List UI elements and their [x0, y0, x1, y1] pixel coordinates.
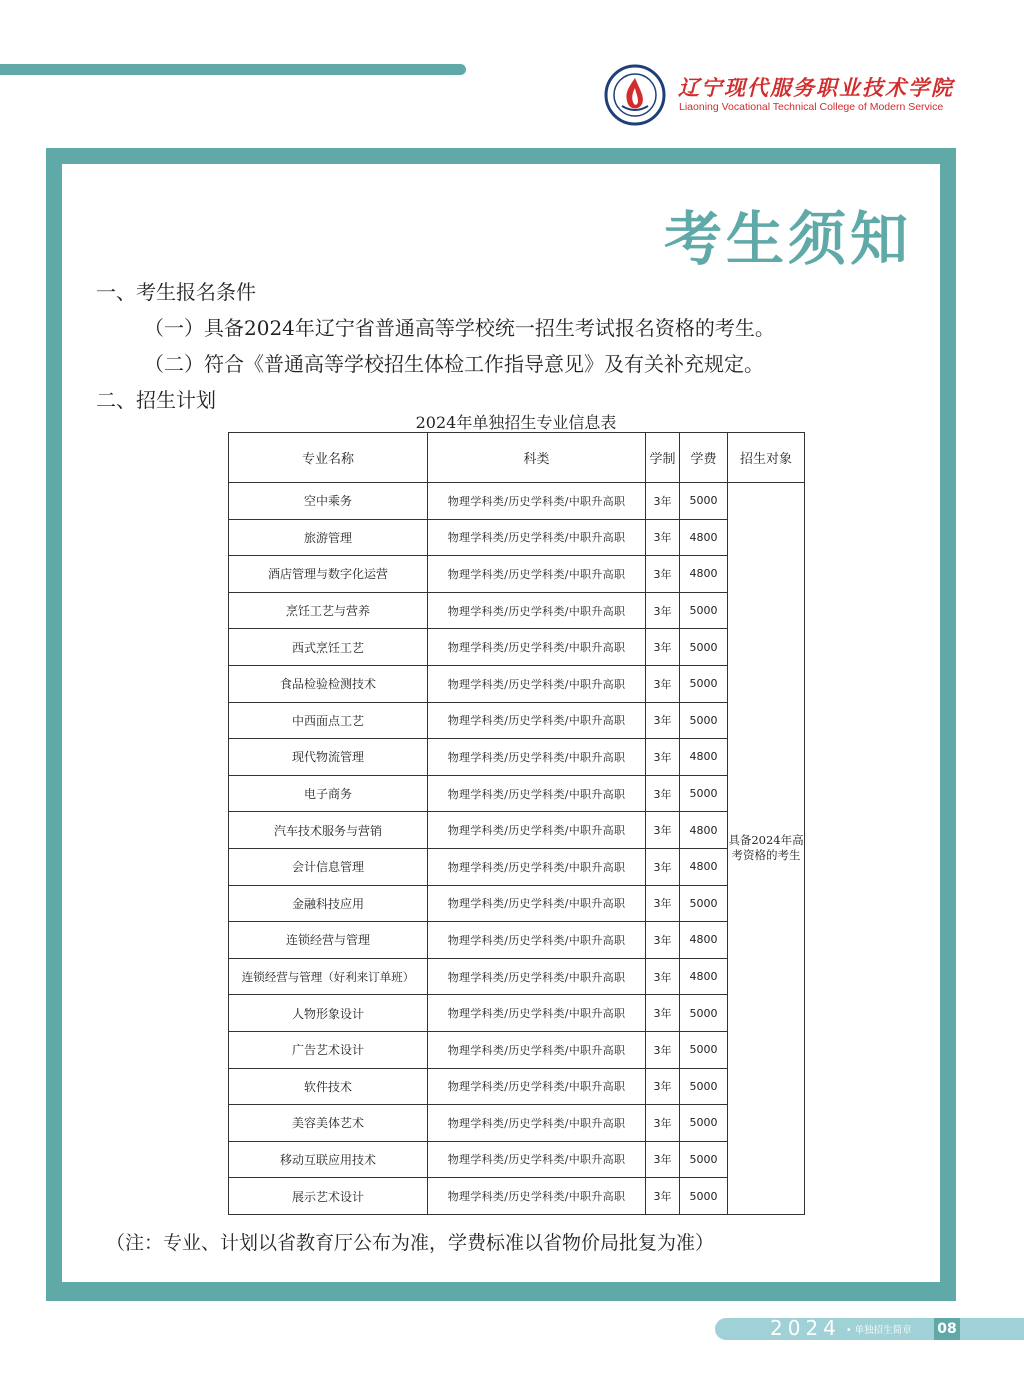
header-fee: 学费 [680, 433, 728, 483]
college-header [604, 64, 1004, 128]
major-name: 食品检验检测技术 [229, 665, 428, 702]
major-fee: 5000 [680, 702, 728, 739]
footnote: （注：专业、计划以省教育厅公布为准，学费标准以省物价局批复为准） [106, 1232, 715, 1254]
table-row [229, 1141, 805, 1178]
major-name: 美容美体艺术 [229, 1105, 428, 1142]
college-name-cn: 辽宁现代服务职业技术学院 [678, 75, 954, 100]
page-title: 考生须知 [663, 205, 912, 273]
major-fee: 4800 [680, 519, 728, 556]
major-category: 物理学科类/历史学科类/中职升高职 [428, 775, 646, 812]
table-row [229, 812, 805, 849]
major-fee: 5000 [680, 1068, 728, 1105]
major-years: 3年 [646, 1105, 680, 1142]
major-name: 软件技术 [229, 1068, 428, 1105]
major-fee: 5000 [680, 885, 728, 922]
major-years: 3年 [646, 739, 680, 776]
major-category: 物理学科类/历史学科类/中职升高职 [428, 1105, 646, 1142]
major-fee: 5000 [680, 995, 728, 1032]
major-years: 3年 [646, 1031, 680, 1068]
major-fee: 5000 [680, 1178, 728, 1215]
major-years: 3年 [646, 629, 680, 666]
top-accent-bar [0, 64, 466, 75]
major-fee: 4800 [680, 958, 728, 995]
major-category: 物理学科类/历史学科类/中职升高职 [428, 885, 646, 922]
major-fee: 4800 [680, 812, 728, 849]
major-category: 物理学科类/历史学科类/中职升高职 [428, 519, 646, 556]
major-category: 物理学科类/历史学科类/中职升高职 [428, 592, 646, 629]
major-years: 3年 [646, 775, 680, 812]
major-category: 物理学科类/历史学科类/中职升高职 [428, 556, 646, 593]
major-fee: 5000 [680, 665, 728, 702]
major-years: 3年 [646, 592, 680, 629]
major-years: 3年 [646, 702, 680, 739]
header-target: 招生对象 [728, 433, 805, 483]
table-caption: 2024年单独招生专业信息表 [415, 413, 617, 432]
major-category: 物理学科类/历史学科类/中职升高职 [428, 629, 646, 666]
table-row [229, 519, 805, 556]
section2-heading: 二、招生计划 [96, 388, 216, 412]
table-row [229, 592, 805, 629]
table-row [229, 885, 805, 922]
table-row [229, 848, 805, 885]
major-category: 物理学科类/历史学科类/中职升高职 [428, 739, 646, 776]
table-row [229, 922, 805, 959]
table-row [229, 556, 805, 593]
major-fee: 5000 [680, 775, 728, 812]
table-row [229, 995, 805, 1032]
major-years: 3年 [646, 812, 680, 849]
major-name: 烹饪工艺与营养 [229, 592, 428, 629]
major-category: 物理学科类/历史学科类/中职升高职 [428, 702, 646, 739]
table-row [229, 958, 805, 995]
section1-item2: （二）符合《普通高等学校招生体检工作指导意见》及有关补充规定。 [144, 352, 764, 376]
major-name: 广告艺术设计 [229, 1031, 428, 1068]
major-category: 物理学科类/历史学科类/中职升高职 [428, 1178, 646, 1215]
major-name: 汽车技术服务与营销 [229, 812, 428, 849]
major-years: 3年 [646, 1178, 680, 1215]
major-years: 3年 [646, 665, 680, 702]
table-row [229, 1068, 805, 1105]
major-category: 物理学科类/历史学科类/中职升高职 [428, 1141, 646, 1178]
major-name: 连锁经营与管理 [229, 922, 428, 959]
major-category: 物理学科类/历史学科类/中职升高职 [428, 1031, 646, 1068]
major-years: 3年 [646, 995, 680, 1032]
college-name-en: Liaoning Vocational Technical College of Modern Service [679, 101, 944, 113]
college-seal-logo [604, 64, 666, 126]
table-row [229, 775, 805, 812]
majors-table [228, 432, 805, 1215]
table-row [229, 629, 805, 666]
section1-heading: 一、考生报名条件 [96, 280, 256, 304]
section1-item1: （一）具备2024年辽宁省普通高等学校统一招生考试报名资格的考生。 [144, 316, 775, 340]
major-years: 3年 [646, 922, 680, 959]
major-category: 物理学科类/历史学科类/中职升高职 [428, 922, 646, 959]
major-name: 现代物流管理 [229, 739, 428, 776]
major-fee: 5000 [680, 1105, 728, 1142]
major-name: 连锁经营与管理（好利来订单班） [229, 958, 428, 995]
major-fee: 5000 [680, 483, 728, 520]
major-fee: 5000 [680, 1031, 728, 1068]
major-name: 移动互联应用技术 [229, 1141, 428, 1178]
table-row [229, 1031, 805, 1068]
major-category: 物理学科类/历史学科类/中职升高职 [428, 483, 646, 520]
major-years: 3年 [646, 556, 680, 593]
major-name: 电子商务 [229, 775, 428, 812]
major-fee: 4800 [680, 556, 728, 593]
major-name: 金融科技应用 [229, 885, 428, 922]
major-name: 会计信息管理 [229, 848, 428, 885]
table-row [229, 665, 805, 702]
page-number: 08 [934, 1318, 960, 1340]
table-row [229, 739, 805, 776]
major-category: 物理学科类/历史学科类/中职升高职 [428, 995, 646, 1032]
major-years: 3年 [646, 885, 680, 922]
major-name: 酒店管理与数字化运营 [229, 556, 428, 593]
major-category: 物理学科类/历史学科类/中职升高职 [428, 665, 646, 702]
major-years: 3年 [646, 1141, 680, 1178]
major-fee: 4800 [680, 922, 728, 959]
major-category: 物理学科类/历史学科类/中职升高职 [428, 812, 646, 849]
major-years: 3年 [646, 1068, 680, 1105]
major-fee: 5000 [680, 629, 728, 666]
content-panel [62, 164, 940, 1282]
major-years: 3年 [646, 958, 680, 995]
major-name: 空中乘务 [229, 483, 428, 520]
major-fee: 5000 [680, 592, 728, 629]
major-fee: 5000 [680, 1141, 728, 1178]
table-row [229, 702, 805, 739]
table-row [229, 1178, 805, 1215]
header-category: 科类 [428, 433, 646, 483]
major-category: 物理学科类/历史学科类/中职升高职 [428, 848, 646, 885]
major-name: 旅游管理 [229, 519, 428, 556]
major-name: 中西面点工艺 [229, 702, 428, 739]
table-header-row [229, 433, 805, 483]
major-category: 物理学科类/历史学科类/中职升高职 [428, 1068, 646, 1105]
table-row [229, 1105, 805, 1142]
major-years: 3年 [646, 483, 680, 520]
major-category: 物理学科类/历史学科类/中职升高职 [428, 958, 646, 995]
target-applicants: 具备2024年高考资格的考生 [728, 483, 805, 1215]
major-fee: 4800 [680, 739, 728, 776]
footer-year: 2024 [770, 1316, 841, 1340]
major-years: 3年 [646, 519, 680, 556]
footer-label: • 单独招生简章 [846, 1325, 912, 1336]
major-years: 3年 [646, 848, 680, 885]
header-years: 学制 [646, 433, 680, 483]
major-fee: 4800 [680, 848, 728, 885]
major-name: 西式烹饪工艺 [229, 629, 428, 666]
header-major: 专业名称 [229, 433, 428, 483]
content-frame [46, 148, 956, 1301]
major-name: 人物形象设计 [229, 995, 428, 1032]
table-row [229, 483, 805, 520]
major-name: 展示艺术设计 [229, 1178, 428, 1215]
